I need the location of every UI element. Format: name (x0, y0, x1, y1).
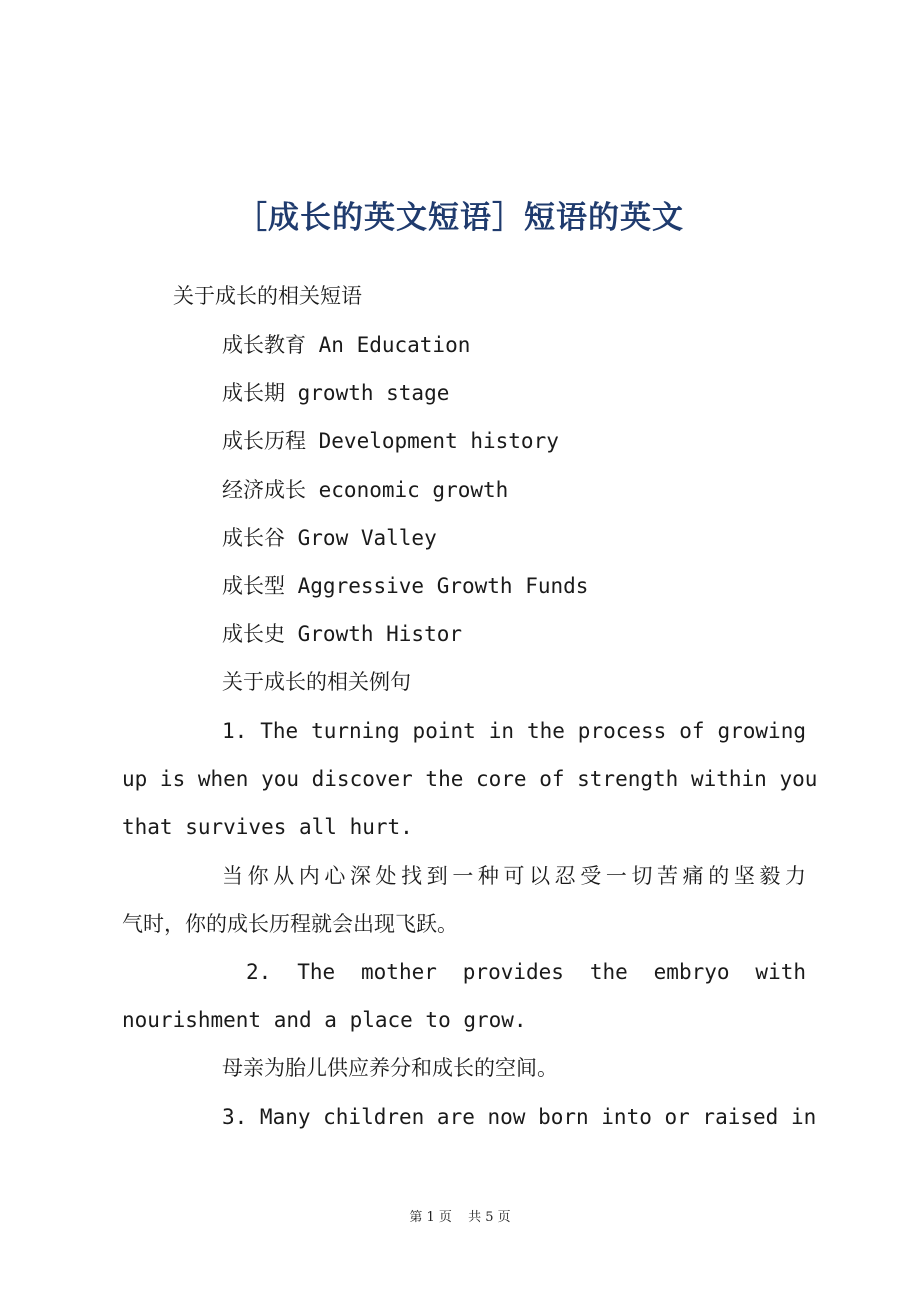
examples-heading: 关于成长的相关例句 (222, 670, 411, 694)
phrase-item: 成长历程 Development history (222, 429, 559, 453)
phrase-item: 成长型 Aggressive Growth Funds (222, 574, 589, 598)
example-2-line: nourishment and a place to grow. (122, 1008, 527, 1032)
section-heading: 关于成长的相关短语 (173, 284, 362, 308)
example-1-translation: 气时，你的成长历程就会出现飞跃。 (122, 912, 458, 936)
example-1-translation: 当你从内心深处找到一种可以忍受一切苦痛的坚毅力 (222, 864, 806, 888)
example-2-translation: 母亲为胎儿供应养分和成长的空间。 (222, 1056, 558, 1080)
page-number: 第 1 页 (409, 1210, 452, 1225)
example-1-line: that survives all hurt. (122, 815, 413, 839)
example-1-line: up is when you discover the core of strength within you (122, 767, 818, 791)
document-title: ［成长的英文短语］短语的英文 (236, 200, 684, 236)
phrase-item: 成长教育 An Education (222, 333, 471, 357)
phrase-item: 经济成长 economic growth (222, 478, 509, 502)
page-total: 共 5 页 (468, 1210, 511, 1225)
page-footer (0, 1206, 920, 1225)
example-3-line: 3. Many children are now born into or raised in (222, 1105, 817, 1129)
example-2-line: 2. The mother provides the embryo with (246, 960, 806, 984)
phrase-item: 成长史 Growth Histor (222, 622, 463, 646)
phrase-item: 成长谷 Grow Valley (222, 526, 437, 550)
phrase-item: 成长期 growth stage (222, 381, 450, 405)
example-1-line: 1. The turning point in the process of growing (222, 719, 806, 743)
